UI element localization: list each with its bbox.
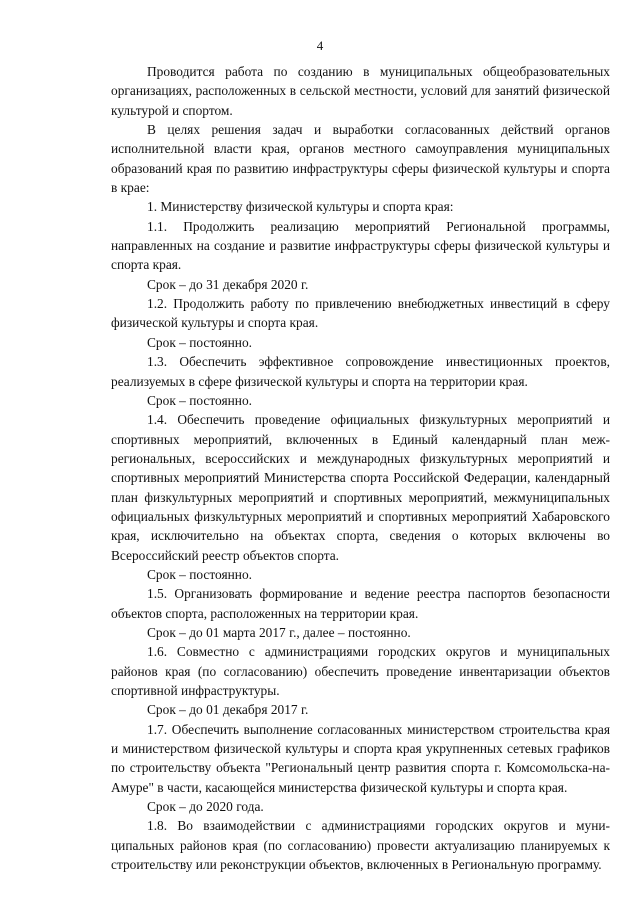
deadline: Срок – до 01 декабря 2017 г. xyxy=(147,702,309,718)
paragraph: 1. Министерству физической культуры и спорта края: xyxy=(147,199,454,215)
paragraph: 1.1. Продолжить реализацию мероприятий Региональной программы, направленных на создание и развитие инфраструктуры сферы физической культуры и спорта края. xyxy=(111,218,610,273)
paragraph: 1.7. Обеспечить выполнение согласованных министерством строительства края и министерством физической культуры и спорта края укрупненных сетевых графиков по строительству объекта "Региональный центр развития спорта г. Комсомольска-на-Амуре" в части, касающейся министерства физической культуры и спорта края. xyxy=(111,721,610,795)
deadline: Срок – постоянно. xyxy=(147,334,253,350)
paragraph: 1.3. Обеспечить эффективное сопровождение инвестиционных проектов, реализуемых в сфере физической культуры и спорта на территории края. xyxy=(111,354,610,389)
deadline: Срок – до 31 декабря 2020 г. xyxy=(147,276,309,292)
paragraph: 1.8. Во взаимодействии с администрациями городских округов и муниципальных районов края (по согласованию) провести актуализацию планируемых к строительству или реконструкции объектов, включенных в Региональную программу. xyxy=(111,818,610,873)
paragraph: Проводится работа по созданию в муниципальных общеобразовательных организациях, расположенных в сельской местности, условий для занятий физической культурой и спортом. xyxy=(111,64,610,118)
deadline: Срок – до 2020 года. xyxy=(147,799,264,815)
document-body xyxy=(111,62,610,874)
paragraph: В целях решения задач и выработки согласованных действий органов исполнительной власти края, органов местного самоуправления муниципальных образований края по развитию инфраструктуры сферы физической культуры и спорта в крае: xyxy=(111,122,610,196)
paragraph: 1.5. Организовать формирование и ведение реестра паспортов безопасности объектов спорта, расположенных на территории края. xyxy=(111,586,610,621)
page-number: 4 xyxy=(316,38,324,53)
deadline: Срок – до 01 марта 2017 г., далее – постоянно. xyxy=(147,624,411,640)
deadline: Срок – постоянно. xyxy=(147,566,253,582)
deadline: Срок – постоянно. xyxy=(147,392,253,408)
paragraph: 1.6. Совместно с администрациями городских округов и муниципальных районов края (по согласованию) обеспечить проведение инвентаризации объектов спортивной инфраструктуры. xyxy=(111,644,610,698)
paragraph: 1.2. Продолжить работу по привлечению внебюджетных инвестиций в сферу физической культуры и спорта края. xyxy=(111,296,610,331)
paragraph: 1.4. Обеспечить проведение официальных физкультурных мероприятий и спортивных мероприятий, включенных в Единый календарный план межрегиональных, всероссийских и международных физкультурных мероприятий и спортивных мероприятий Министерства спорта Российской Федерации, календарный план физкультурных мероприятий и спортивных мероприятий, межмуниципальных официальных физкультурных мероприятий и спортивных мероприятий Хабаровского края, исключительно на объектах спорта, сведения о которых включены во Всероссийский реестр объектов спорта. xyxy=(111,412,610,563)
